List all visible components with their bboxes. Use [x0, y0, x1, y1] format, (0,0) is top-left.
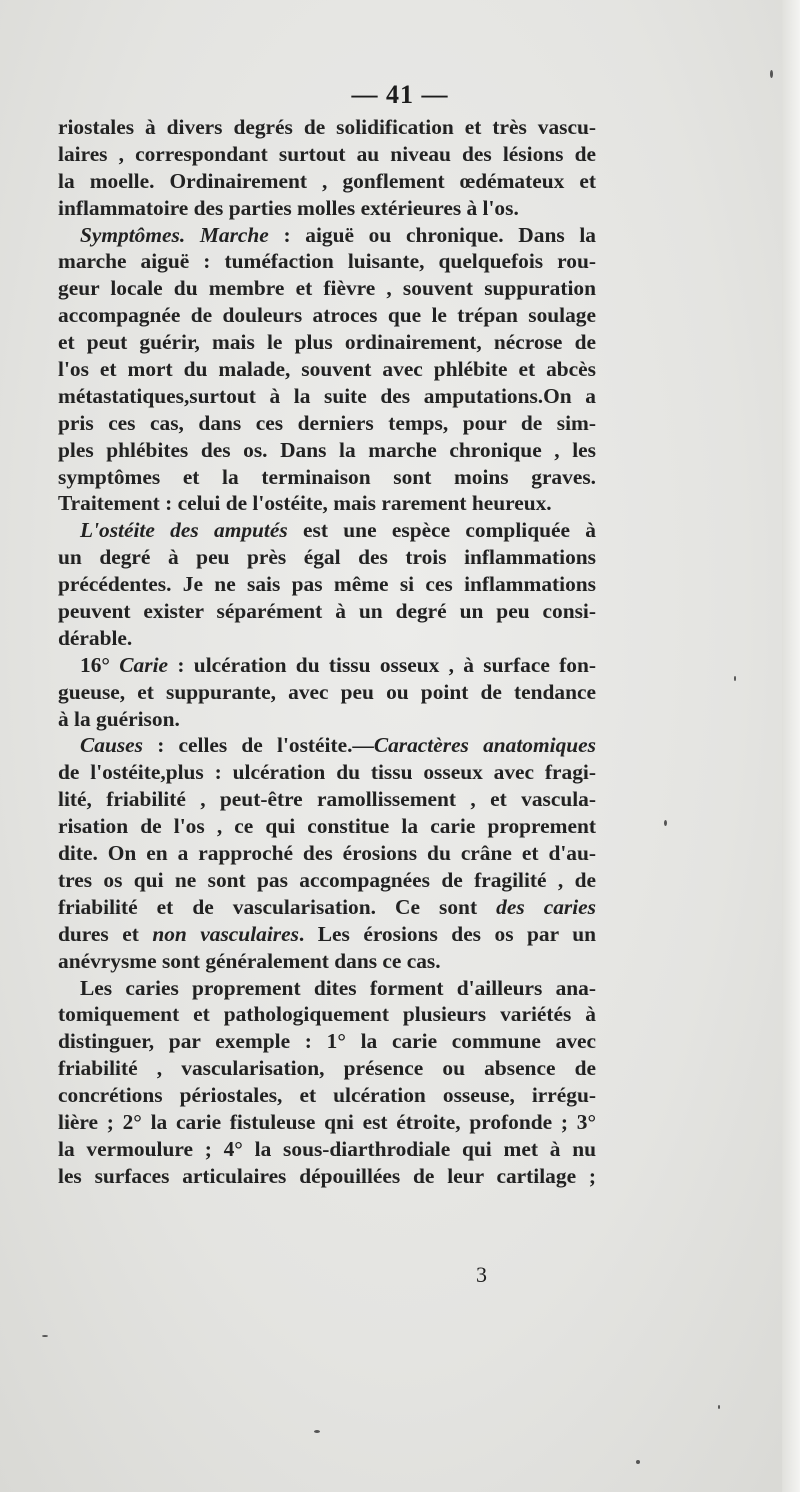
- text-segment: anévrysme sont généralement dans ce cas.: [58, 948, 441, 973]
- text-segment: précédentes. Je ne sais pas même si ces inflammations: [58, 572, 596, 597]
- text-line: [58, 706, 596, 733]
- signature-mark: 3: [476, 1262, 487, 1287]
- page-number: — 41 —: [351, 80, 449, 109]
- text-line: [58, 195, 596, 222]
- body-text: [58, 114, 596, 1190]
- ink-speck: [770, 70, 773, 78]
- text-segment: distinguer, par exemple : 1° la carie commune avec: [58, 1029, 596, 1054]
- italic-text: Caractères anatomiques: [373, 733, 596, 758]
- page-edge: [782, 0, 800, 1492]
- text-segment: dite. On en a rapproché des érosions du crâne et d'au-: [58, 841, 596, 866]
- text-line: [58, 652, 596, 679]
- text-segment: geur locale du membre et fièvre , souvent suppuration: [58, 276, 596, 301]
- text-segment: 16°: [80, 652, 120, 677]
- text-segment: métastatiques,surtout à la suite des amputations.On a: [58, 383, 596, 408]
- text-segment: Traitement : celui de l'ostéite, mais rarement heureux.: [58, 491, 552, 516]
- text-segment: à la guérison.: [58, 706, 180, 731]
- text-segment: dures et: [58, 921, 153, 946]
- text-line: [58, 1055, 596, 1082]
- text-segment: pris ces cas, dans ces derniers temps, pour de sim-: [58, 410, 596, 435]
- text-segment: riostales à divers degrés de solidification et très vascu-: [58, 115, 596, 139]
- text-line: [58, 813, 596, 840]
- italic-text: Causes: [80, 733, 144, 758]
- text-line: [58, 464, 596, 491]
- italic-text: des caries: [496, 894, 596, 919]
- text-line: [58, 1163, 596, 1190]
- text-line: [58, 383, 596, 410]
- text-segment: ples phlébites des os. Dans la marche chronique , les: [58, 437, 596, 462]
- text-segment: inflammatoire des parties molles extérieures à l'os.: [58, 195, 519, 220]
- text-line: [58, 1082, 596, 1109]
- text-line: [58, 141, 596, 168]
- text-segment: et peut guérir, mais le plus ordinairement, nécrose de: [58, 330, 596, 355]
- text-segment: les surfaces articulaires dépouillées de leur cartilage ;: [58, 1163, 596, 1188]
- italic-text: L'ostéite des amputés: [80, 518, 288, 543]
- text-line: [58, 975, 596, 1002]
- text-segment: peuvent exister séparément à un degré un peu consi-: [58, 599, 596, 624]
- text-segment: marche aiguë : tuméfaction luisante, quelquefois rou-: [58, 249, 596, 274]
- ink-speck: [734, 676, 736, 681]
- text-segment: de l'ostéite,plus : ulcération du tissu osseux avec fragi-: [58, 760, 596, 785]
- text-segment: friabilité et de vascularisation. Ce sont: [58, 894, 497, 919]
- italic-text: Symptômes. Marche: [80, 222, 269, 247]
- text-segment: risation de l'os , ce qui constitue la carie proprement: [58, 814, 596, 839]
- text-line: [58, 625, 596, 652]
- text-line: [58, 410, 596, 437]
- text-line: [58, 168, 596, 195]
- text-segment: . Les érosions des os par un: [298, 921, 596, 946]
- text-line: [58, 437, 596, 464]
- text-segment: un degré à peu près égal des trois inflammations: [58, 545, 596, 570]
- text-segment: tres os qui ne sont pas accompagnées de fragilité , de: [58, 867, 596, 892]
- text-line: [58, 840, 596, 867]
- text-line: [58, 114, 596, 141]
- ink-speck: [636, 1460, 640, 1464]
- ink-speck: [314, 1430, 320, 1433]
- text-line: [58, 356, 596, 383]
- text-line: [58, 1028, 596, 1055]
- text-segment: lité, friabilité , peut-être ramollissement , et vascula-: [58, 787, 596, 812]
- text-line: [58, 1109, 596, 1136]
- ink-speck: [664, 820, 667, 826]
- text-line: [58, 867, 596, 894]
- text-segment: symptômes et la terminaison sont moins graves.: [58, 464, 596, 489]
- text-line: [58, 222, 596, 249]
- text-line: [58, 302, 596, 329]
- text-segment: gueuse, et suppurante, avec peu ou point de tendance: [58, 679, 596, 704]
- text-segment: : aiguë ou chronique. Dans la: [268, 222, 596, 247]
- text-line: [58, 490, 596, 517]
- text-line: [58, 759, 596, 786]
- text-line: [58, 1136, 596, 1163]
- text-line: [58, 517, 596, 544]
- italic-text: Carie: [119, 652, 169, 677]
- text-line: [58, 275, 596, 302]
- text-line: [58, 248, 596, 275]
- ink-speck: [42, 1335, 48, 1337]
- text-line: [58, 679, 596, 706]
- text-segment: concrétions périostales, et ulcération osseuse, irrégu-: [58, 1083, 596, 1108]
- text-line: [58, 786, 596, 813]
- text-segment: dérable.: [58, 625, 133, 650]
- text-segment: la moelle. Ordinairement , gonflement œdémateux et: [58, 168, 596, 193]
- text-segment: laires , correspondant surtout au niveau des lésions de: [58, 141, 596, 166]
- ink-speck: [718, 1405, 720, 1409]
- text-line: [58, 921, 596, 948]
- text-segment: tomiquement et pathologiquement plusieurs variétés à: [58, 1002, 596, 1027]
- text-line: [58, 571, 596, 598]
- text-segment: Les caries proprement dites forment d'ailleurs ana-: [80, 975, 596, 1000]
- text-segment: est une espèce compliquée à: [287, 518, 597, 543]
- text-segment: : celles de l'ostéite.—: [143, 733, 374, 758]
- text-segment: lière ; 2° la carie fistuleuse qni est étroite, profonde ; 3°: [58, 1109, 596, 1134]
- text-line: [58, 329, 596, 356]
- text-segment: : ulcération du tissu osseux , à surface fon-: [168, 652, 596, 677]
- text-line: [58, 894, 596, 921]
- text-segment: friabilité , vascularisation, présence ou absence de: [58, 1056, 596, 1081]
- text-line: [58, 544, 596, 571]
- italic-text: non vasculaires: [152, 921, 299, 946]
- text-line: [58, 948, 596, 975]
- text-line: [58, 598, 596, 625]
- text-line: [58, 732, 596, 759]
- text-line: [58, 1001, 596, 1028]
- text-segment: l'os et mort du malade, souvent avec phlébite et abcès: [58, 357, 596, 382]
- text-segment: accompagnée de douleurs atroces que le trépan soulage: [58, 303, 596, 328]
- text-segment: la vermoulure ; 4° la sous-diarthrodiale qui met à nu: [58, 1136, 596, 1161]
